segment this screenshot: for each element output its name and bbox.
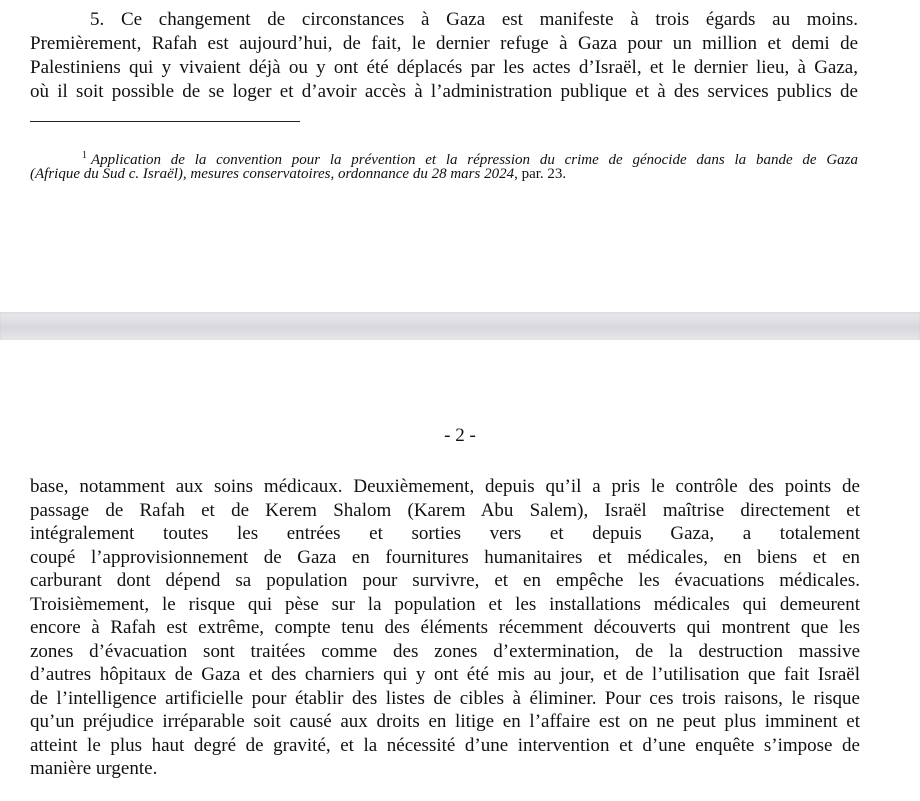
footnote-line bbox=[30, 146, 858, 168]
page-1-bottom bbox=[0, 0, 920, 312]
paragraph-line: où il soit possible de se loger et d’avoir accès à l’administration publique et à des services publics de bbox=[30, 81, 858, 102]
footnote-marker: 1 bbox=[82, 150, 87, 161]
paragraph-line: manière urgente. bbox=[30, 758, 158, 779]
paragraph-line: 5. Ce changement de circonstances à Gaza est manifeste à trois égards au moins. bbox=[90, 9, 858, 30]
paragraph-line: Premièrement, Rafah est aujourd’hui, de fait, le dernier refuge à Gaza pour un million et demi de bbox=[30, 33, 858, 54]
footnote-1 bbox=[30, 146, 858, 184]
paragraph-line: de l’intelligence artificielle pour établir des listes de cibles à éliminer. Pour ces trois raisons, le risque bbox=[30, 687, 860, 709]
paragraph-continuation bbox=[30, 475, 860, 781]
paragraph-line: encore à Rafah est extrême, compte tenu des éléments récemment découverts qui montrent que les bbox=[30, 617, 860, 638]
paragraph-line: qu’un préjudice irréparable soit causé aux droits en litige en l’affaire est on ne peut plus imminent et bbox=[30, 711, 860, 732]
paragraph-line: coupé l’approvisionnement de Gaza en fournitures humanitaires et médicales, en biens et en bbox=[30, 546, 860, 568]
paragraph-line: passage de Rafah et de Kerem Shalom (Karem Abu Salem), Israël maîtrise directement et bbox=[30, 499, 860, 521]
paragraph-line: base, notamment aux soins médicaux. Deuxièmement, depuis qu’il a pris le contrôle des points de bbox=[30, 476, 860, 497]
footnote-separator bbox=[30, 121, 300, 122]
paragraph-line: atteint le plus haut degré de gravité, et la nécessité d’une intervention et d’une enquête s’impose de bbox=[30, 734, 860, 756]
page-separator bbox=[0, 312, 920, 340]
page-2-top bbox=[0, 340, 920, 801]
footnote-text: Application de la convention pour la prévention et la répression du crime de génocide dans la bande de Gaza bbox=[91, 152, 858, 168]
paragraph-line: intégralement toutes les entrées et sorties vers et depuis Gaza, a totalement bbox=[30, 523, 860, 544]
paragraph-5 bbox=[30, 8, 858, 104]
paragraph-line: carburant dont dépend sa population pour survivre, et en empêche les évacuations médicales. bbox=[30, 570, 860, 591]
paragraph-line: Palestiniens qui y vivaient déjà ou y ont été déplacés par les actes d’Israël, et le dernier lieu, à Gaza, bbox=[30, 57, 858, 78]
paragraph-line: zones d’évacuation sont traitées comme des zones d’extermination, de la destruction massive bbox=[30, 640, 860, 662]
paragraph-line: d’autres hôpitaux de Gaza et des charniers qui y ont été mis au jour, et de l’utilisation que fait Israël bbox=[30, 664, 860, 685]
paragraph-line: Troisièmement, le risque qui pèse sur la population et les installations médicales qui demeurent bbox=[30, 593, 860, 615]
footnote-paragraph-ref: , par. 23. bbox=[514, 166, 567, 182]
footnote-case-citation: (Afrique du Sud c. Israël), mesures conservatoires, ordonnance du 28 mars 2024 bbox=[30, 166, 515, 182]
page-number: - 2 - bbox=[444, 425, 476, 446]
